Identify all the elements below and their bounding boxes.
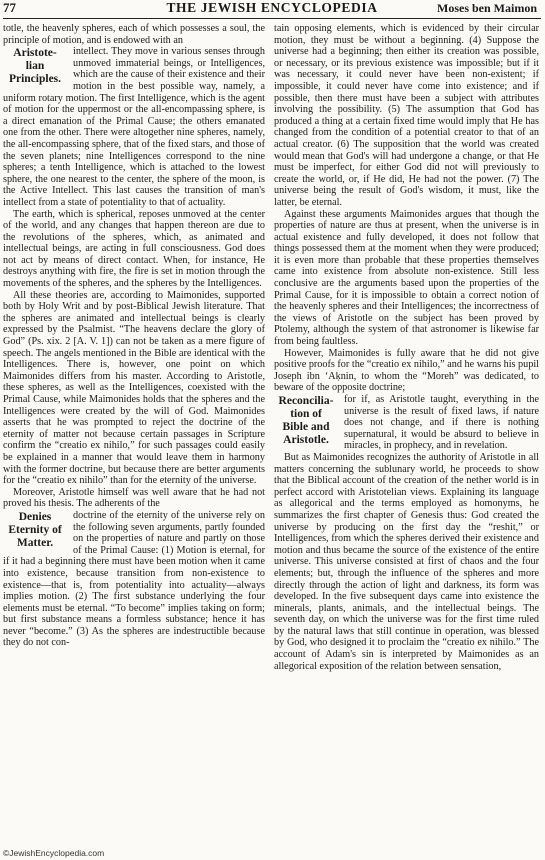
paragraph-text: intellect. They move in various senses through unmoved immaterial beings, or Intelligences, which are the cause of their existence and their motion in the best possible way, namely, a uniform rotary motion. The first Intelligence, which is the agent of motion for the uppermost or the all-encompassing sphere, is a direct emanation of the Primal Cause; the others emanated one from the other. There were altogether nine spheres, namely, the all-encompassing sphere, that of the fixed stars, and those of the seven planets; nine Intelligences correspond to the nine spheres; a tenth Intelligence, which is attached to the lowest sphere, the one nearest to the center, the sphere of the moon, is the Active Intellect. This last causes the transition of man's intellect from a state of potentiality to that of actuality. (3, 46, 265, 208)
paragraph: for if, as Aristotle taught, everything in the universe is the result of fixed laws, if nature does not change, and if there is nothing supernatural, it would be absurd to believe in miracles, in prophecy, and in revelation. (344, 394, 539, 452)
paragraph (3, 23, 265, 46)
paragraph: All these theories are, according to Maimonides, supported both by Holy Writ and by post-Biblical Jewish literature. That the spheres are animated and intellectual beings is clearly expressed by the Psalmist. “The heavens declare the glory of God” (Ps. xix. 2 [A. V. 1]) can not be taken as a mere figure of speech. The angels mentioned in the Bible are identical with the Intelligences. There is, however, one point on which Maimonides differs from his master. According to Aristotle, these spheres, as well as the Intelligences, coexisted with the Primal Cause, while Maimonides holds that the spheres and the Intelligences were created by the will of God. Maimonides asserts that he was prompted to reject the doctrine of the eternity of matter not because certain passages in Scripture confirm the “creatio ex nihilo,” for such passages could easily be explained in a manner that would leave them in harmony with the former doctrine, but because there are better arguments for the “creatio ex nihilo” than for the eternity of the universe. (3, 289, 265, 487)
left-column (3, 23, 265, 848)
sidenote-denies-eternity-of-matter: Denies Eternity of Matter. (8, 510, 62, 549)
paragraph: Moreover, Aristotle himself was well aware that he had not proved his thesis. The adherents of the (3, 486, 265, 510)
page-number: 77 (3, 0, 16, 15)
paragraph-text: totle, the heavenly spheres, each of which possesses a soul, the principle of motion, and is endowed with an (3, 23, 265, 46)
paragraph: tain opposing elements, which is evidenced by their circular motion, they must be without a beginning. (4) Suppose the universe had a beginning; then either its creation was possible, or necessary, or its previous existence was impossible; but if it was necessary, it could never have been non-existent; if impossible, it could never have come into existence; and if possible, then there must have been a subject with attributes involving the possibility. (5) The assumption that God has produced a thing at a certain fixed time would imply that He has changed from the condition of a potential creator to that of an actual creator. (6) The supposition that the world was created would mean that God's will had undergone a change, or that He must be imperfect, for either God did not will previously to create the world, or, if He did, He had not the power. (7) The universe being the result of God's wisdom, it must, like the latter, be eternal. (274, 23, 539, 208)
running-title: THE JEWISH ENCYCLOPEDIA (166, 0, 378, 15)
sidenote-aristotelian-principles: Aristote- lian Principles. (8, 47, 62, 86)
paragraph: However, Maimonides is fully aware that he did not give positive proofs for the “creatio ex nihilo,” and he warns his pupil Joseph ibn ‘Aḳnin, to whom the “Moreh” was dedicated, to beware of the opposite doctrine; (274, 347, 539, 394)
paragraph: The earth, which is spherical, reposes unmoved at the center of the world, and any changes that happen thereon are due to the revolutions of the spheres, which, as animated and intellectual beings, are acting in full consciousness. God does not act by means of direct contact. When, for instance, He destroys anything with fire, the fire is set in motion through the movements of the spheres, and the spheres by the Intelligences. (3, 208, 265, 290)
copyright-credit: ©JewishEncyclopedia.com (3, 848, 105, 858)
page-header (3, 0, 541, 19)
paragraph: Against these arguments Maimonides argues that though the properties of nature are thus at present, when the universe is in actual existence and fully developed, it does not follow that things possessed them at the moment when they were produced; it is even more than probable that these properties themselves came into existence from absolute non-existence. Still less conclusive are the arguments based upon the properties of the Primal Cause, for it is impossible to obtain a correct notion of the heavenly spheres and their Intelligences; the incorrectness of the views of Aristotle on the subject has been proved by Ptolemy, although the system of that astronomer is likewise far from being faultless. (274, 208, 539, 348)
sidenote-reconciliation-of-bible-and-aristotle: Reconcilia- tion of Bible and Aristotle. (278, 395, 334, 446)
paragraph: doctrine of the eternity of the universe rely on the following seven arguments, partly founded on the properties of nature and partly on those of the Primal Cause: (1) Motion is eternal, for if it had a beginning there must have been motion when it came into existence, because transition from non-existence to existence—that is, from potentiality into actuality—always implies motion. (2) The first substance underlying the four elements must be eternal. “To become” implies taking on form; but first substance means a formless substance; hence it has never “become.” (3) As the spheres are indestructible because they do not con- (3, 509, 265, 649)
right-column (274, 23, 539, 848)
article-topic: Moses ben Maimon (437, 1, 537, 15)
paragraph: But as Maimonides recognizes the authority of Aristotle in all matters concerning the sublunary world, he proceeds to show that the Biblical account of the creation of the nether world is in perfect accord with Aristotelian views. Explaining its language as allegorical and the terms employed as homonyms, he summarizes the first chapter of Genesis thus: God created the universe by producing on the first day the “reshit,” or Intelligences, from which the spheres derived their existence and motion and thus became the source of the existence of the entire universe. This universe consisted at first of chaos and the four elements; but, through the influence of the spheres and more directly through the action of light and darkness, its form was developed. In the five subsequent days came into existence the minerals, plants, animals, and the intellectual beings. The seventh day, on which the universe was for the first time ruled by the natural laws that still continue in operation, was blessed by God, who designed it to proclaim the “creatio ex nihilo.” The account of Adam's sin is interpreted by Maimonides as an allegorical exposition of the relation between sensation, (274, 451, 539, 672)
